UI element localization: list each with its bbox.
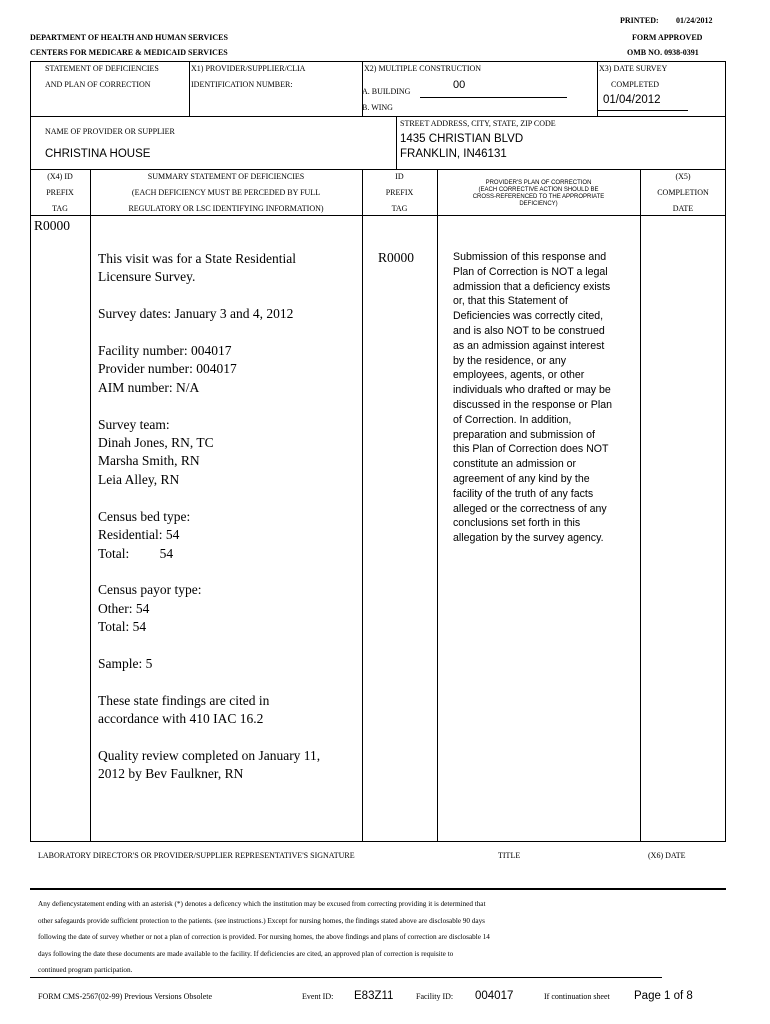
plan-line: discussed in the response or Plan	[453, 398, 612, 411]
summary-header: (EACH DEFICIENCY MUST BE PERCEDED BY FULL	[131, 188, 321, 197]
summary-header: REGULATORY OR LSC IDENTIFYING INFORMATION)	[128, 204, 324, 213]
id-header: TAG	[391, 204, 408, 213]
plan-line: as an admission against interest	[453, 339, 605, 352]
disclaimer	[38, 896, 490, 979]
summary-line: This visit was for a State Residential	[98, 251, 296, 266]
form-approved: FORM APPROVED	[632, 33, 703, 42]
x3-label: X3) DATE SURVEY	[599, 64, 668, 73]
printed-label: PRINTED:	[620, 16, 659, 25]
wing-label: B. WING	[362, 103, 393, 112]
plan-header: PROVIDER'S PLAN OF CORRECTION	[485, 180, 592, 186]
title-label: TITLE	[498, 851, 521, 860]
disclaimer-line: continued program participation.	[38, 966, 133, 975]
summary-line: Total: 54	[98, 619, 147, 635]
provider-name: CHRISTINA HOUSE	[45, 148, 151, 160]
plan-line: individuals who drafted or may be	[453, 384, 611, 397]
summary-line: Total: 54	[98, 545, 174, 561]
summary-line: AIM number: N/A	[98, 379, 200, 395]
x4-header: TAG	[52, 204, 68, 213]
building-label: A. BUILDING	[362, 87, 411, 96]
plan-line: facility of the truth of any facts	[453, 487, 594, 500]
summary-statement	[98, 250, 320, 784]
building-underline	[420, 97, 567, 98]
divider	[396, 116, 397, 170]
facility-id-value: 004017	[475, 990, 514, 1002]
statement-label: AND PLAN OF CORRECTION	[45, 80, 151, 89]
plan-line: constitute an admission or	[453, 458, 577, 471]
summary-line: Survey team:	[98, 416, 170, 432]
centers-name: CENTERS FOR MEDICARE & MEDICAID SERVICES	[30, 48, 228, 57]
footer-rule	[30, 977, 662, 978]
column-divider	[437, 169, 438, 842]
x3-label: COMPLETED	[611, 80, 659, 89]
disclaimer-line: following the date of survey whether or not a plan of correction is provided. For nursing homes, the above findings and plans of correction are disclosable 14	[38, 933, 490, 942]
summary-line: Sample: 5	[98, 655, 153, 671]
column-divider	[362, 169, 363, 842]
address-label: STREET ADDRESS, CITY, STATE, ZIP CODE	[400, 119, 556, 128]
facility-id-label: Facility ID:	[416, 992, 454, 1001]
provider-box	[30, 116, 726, 170]
id-header: ID	[395, 172, 404, 181]
plan-line: employees, agents, or other	[453, 369, 585, 382]
x4-header: (X4) ID	[47, 172, 73, 181]
x5-header: (X5)	[675, 172, 691, 181]
plan-line: or, that this Statement of	[453, 295, 568, 308]
summary-line	[98, 563, 320, 581]
plan-line: by the residence, or any	[453, 354, 567, 367]
summary-line	[98, 287, 320, 305]
summary-line	[98, 324, 320, 342]
divider	[189, 61, 190, 117]
continuation-label: If continuation sheet	[544, 992, 610, 1001]
divider	[597, 61, 598, 117]
x1-label: X1) PROVIDER/SUPPLIER/CLIA	[191, 64, 306, 73]
plan-line: this Plan of Correction does NOT	[453, 443, 609, 456]
page-number: Page 1 of 8	[634, 990, 693, 1002]
summary-line: accordance with 410 IAC 16.2	[98, 711, 264, 727]
disclaimer-line: other safegaurds provide sufficient protection to the patients. (see instructions.) Except for nursing homes, the findings stated above are disclosable 90 days	[38, 916, 485, 925]
x1-label: IDENTIFICATION NUMBER:	[191, 80, 293, 89]
summary-line: Leia Alley, RN	[98, 471, 180, 487]
summary-line: Facility number: 004017	[98, 343, 232, 359]
plan-header: DEFICIENCY)	[519, 201, 558, 207]
plan-line: and is also NOT to be construed	[453, 324, 605, 337]
summary-line: Dinah Jones, RN, TC	[98, 435, 214, 451]
form-number: FORM CMS-2567(02-99) Previous Versions Obsolete	[38, 992, 213, 1001]
x5-header: COMPLETION	[657, 188, 709, 197]
x2-label: X2) MULTIPLE CONSTRUCTION	[364, 64, 482, 73]
summary-line: Other: 54	[98, 600, 150, 616]
plan-line: of Correction. In addition,	[453, 413, 572, 426]
survey-completed-date: 01/04/2012	[603, 94, 661, 106]
plan-line: alleged or the correctness of any	[453, 502, 607, 515]
plan-line: Submission of this response and	[453, 251, 607, 263]
x4-header: PREFIX	[46, 188, 74, 197]
plan-line: admission that a deficiency exists	[453, 280, 611, 293]
plan-line: Deficiencies was correctly cited,	[453, 310, 604, 323]
summary-line	[98, 397, 320, 415]
summary-line: Residential: 54	[98, 527, 180, 543]
summary-line: Survey dates: January 3 and 4, 2012	[98, 306, 294, 322]
summary-line: Quality review completed on January 11,	[98, 747, 321, 763]
id-header: PREFIX	[385, 188, 414, 197]
plan-line: conclusions set forth in this	[453, 517, 581, 530]
summary-line	[98, 673, 320, 691]
x6-date-label: (X6) DATE	[648, 851, 686, 860]
plan-line: agreement of any kind by the	[453, 472, 590, 485]
summary-line: Licensure Survey.	[98, 269, 196, 285]
statement-label: STATEMENT OF DEFICIENCIES	[45, 64, 159, 73]
disclaimer-line: Any defiencystatement ending with an asterisk (*) denotes a deficency which the institution may be excused from correcting providing it is determined that	[38, 900, 486, 908]
summary-line: 2012 by Bev Faulkner, RN	[98, 766, 244, 782]
summary-line: Provider number: 004017	[98, 361, 237, 377]
plan-of-correction	[453, 250, 612, 546]
left-prefix-tag: R0000	[34, 218, 71, 233]
building-value: 00	[453, 79, 466, 91]
date-underline	[598, 110, 688, 111]
provider-name-label: NAME OF PROVIDER OR SUPPLIER	[45, 127, 175, 136]
column-divider	[640, 169, 641, 842]
printed-date: 01/24/2012	[676, 16, 713, 25]
plan-header: (EACH CORRECTIVE ACTION SHOULD BE	[478, 187, 599, 193]
omb-number: OMB NO. 0938-0391	[627, 48, 699, 57]
address-line2: FRANKLIN, IN46131	[400, 148, 507, 160]
event-id-value: E83Z11	[354, 990, 394, 1002]
x5-header: DATE	[672, 204, 694, 213]
plan-line: Plan of Correction is NOT a legal	[453, 265, 608, 278]
summary-line: Marsha Smith, RN	[98, 453, 200, 469]
signature-label: LABORATORY DIRECTOR'S OR PROVIDER/SUPPLIER REPRESENTATIVE'S SIGNATURE	[38, 851, 355, 860]
summary-line: These state findings are cited in	[98, 692, 270, 708]
right-prefix-tag: R0000	[378, 250, 415, 265]
header-divider	[30, 215, 726, 216]
event-id-label: Event ID:	[302, 992, 334, 1001]
address-line1: 1435 CHRISTIAN BLVD	[400, 133, 524, 145]
summary-header: SUMMARY STATEMENT OF DEFICIENCIES	[147, 172, 305, 181]
plan-line: preparation and submission of	[453, 428, 595, 441]
summary-line	[98, 489, 320, 507]
summary-line: Census bed type:	[98, 508, 191, 524]
summary-line: Census payor type:	[98, 582, 202, 598]
signature-rule	[30, 888, 726, 890]
column-divider	[90, 169, 91, 842]
department-name: DEPARTMENT OF HEALTH AND HUMAN SERVICES	[30, 33, 228, 42]
summary-line	[98, 729, 320, 747]
plan-line: allegation by the survey agency.	[453, 532, 604, 545]
disclaimer-line: days following the date these documents are made available to the facility. If deficiencies are cited, an approved plan of correction is requisite to	[38, 949, 454, 958]
summary-line	[98, 637, 320, 655]
plan-header: CROSS-REFERENCED TO THE APPROPRIATE	[472, 194, 605, 200]
